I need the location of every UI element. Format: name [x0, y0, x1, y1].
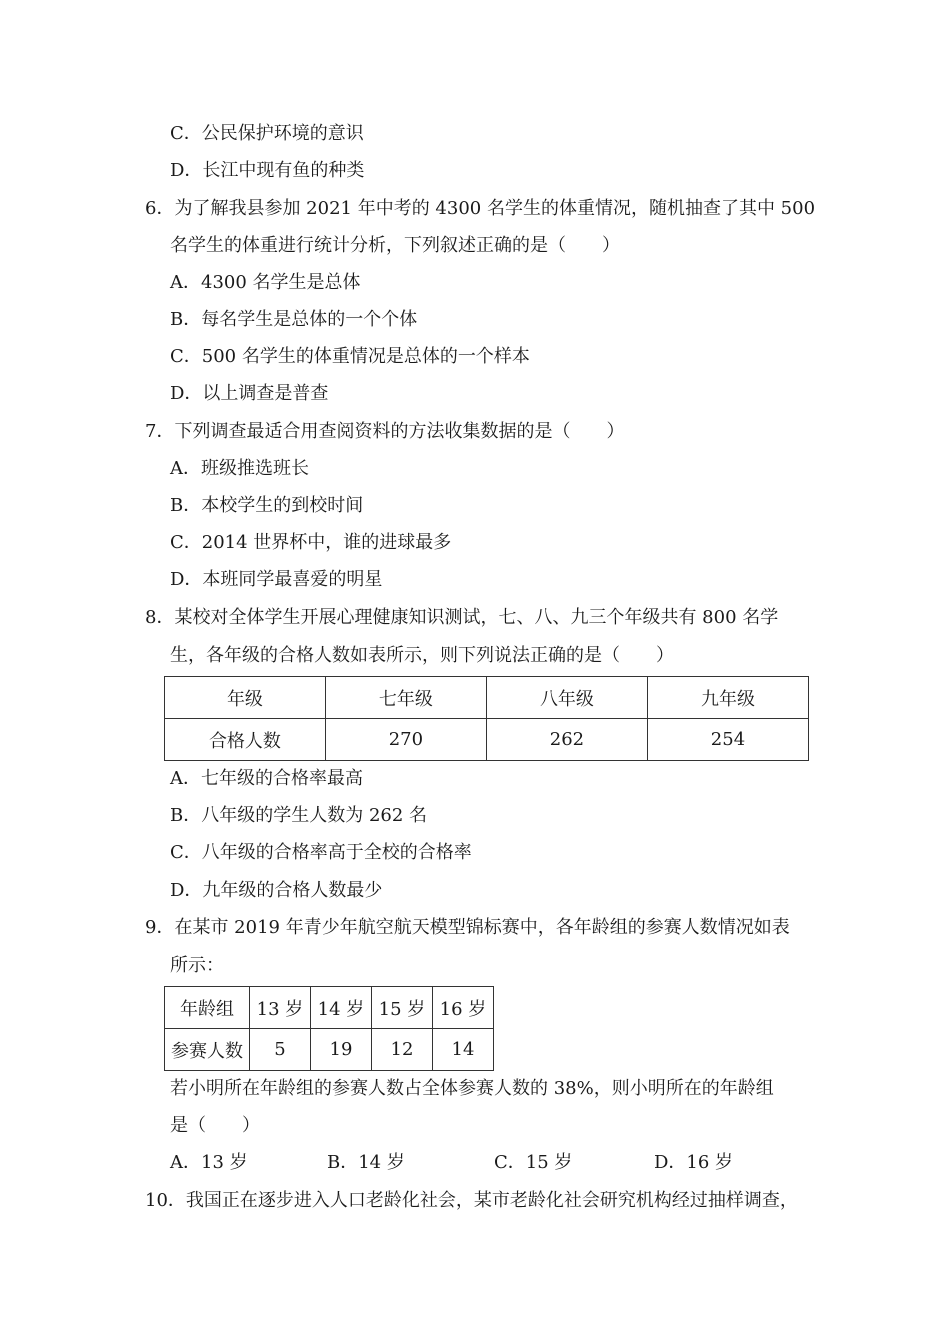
table-header-cell: 14 岁 — [311, 987, 372, 1029]
q9-stem-line2: 所示： — [170, 955, 224, 976]
table-cell: 合格人数 — [165, 719, 326, 761]
table-cell: 14 — [433, 1029, 494, 1071]
q8-table — [164, 676, 809, 761]
table-cell: 参赛人数 — [165, 1029, 250, 1071]
table-cell: 254 — [647, 719, 808, 761]
q9-option-c: C．15 岁 — [494, 1152, 573, 1173]
q7-option-c: C．2014 世界杯中，谁的进球最多 — [170, 532, 452, 553]
table-row — [165, 1029, 494, 1071]
table-header-cell: 年级 — [165, 677, 326, 719]
table-cell: 19 — [311, 1029, 372, 1071]
q5-option-d: D．长江中现有鱼的种类 — [170, 160, 365, 181]
q7-option-b: B．本校学生的到校时间 — [170, 495, 364, 516]
q6-stem-line1: 6．为了解我县参加 2021 年中考的 4300 名学生的体重情况，随机抽查了其中 500 — [145, 198, 816, 219]
q8-option-c: C．八年级的合格率高于全校的合格率 — [170, 842, 472, 863]
table-header-cell: 年龄组 — [165, 987, 250, 1029]
table-header-cell: 13 岁 — [250, 987, 311, 1029]
table-header-cell: 七年级 — [325, 677, 486, 719]
q6-option-b: B．每名学生是总体的一个个体 — [170, 309, 418, 330]
q9-stem-line4: 是（ ） — [170, 1115, 260, 1136]
table-row — [165, 987, 494, 1029]
table-cell: 262 — [486, 719, 647, 761]
q6-option-d: D．以上调查是普查 — [170, 383, 329, 404]
q8-stem-line1: 8．某校对全体学生开展心理健康知识测试，七、八、九三个年级共有 800 名学 — [145, 607, 779, 628]
q7-option-a: A．班级推选班长 — [170, 458, 309, 479]
q9-stem-line1: 9．在某市 2019 年青少年航空航天模型锦标赛中，各年龄组的参赛人数情况如表 — [145, 917, 790, 938]
table-cell: 270 — [325, 719, 486, 761]
q6-stem-line2: 名学生的体重进行统计分析，下列叙述正确的是（ ） — [170, 235, 620, 256]
q9-option-b: B．14 岁 — [327, 1152, 405, 1173]
q6-option-a: A．4300 名学生是总体 — [170, 272, 361, 293]
table-cell: 5 — [250, 1029, 311, 1071]
table-row — [165, 719, 809, 761]
q7-stem: 7．下列调查最适合用查阅资料的方法收集数据的是（ ） — [145, 421, 625, 442]
q8-option-a: A．七年级的合格率最高 — [170, 768, 363, 789]
q9-option-d: D．16 岁 — [654, 1152, 734, 1173]
table-header-cell: 八年级 — [486, 677, 647, 719]
q6-option-c: C．500 名学生的体重情况是总体的一个样本 — [170, 346, 530, 367]
q10-stem-line1: 10．我国正在逐步进入人口老龄化社会，某市老龄化社会研究机构经过抽样调查， — [145, 1190, 798, 1211]
q7-option-d: D．本班同学最喜爱的明星 — [170, 569, 383, 590]
table-row — [165, 677, 809, 719]
q8-option-b: B．八年级的学生人数为 262 名 — [170, 805, 428, 826]
q9-stem-line3: 若小明所在年龄组的参赛人数占全体参赛人数的 38%，则小明所在的年龄组 — [170, 1078, 774, 1099]
q5-option-c: C．公民保护环境的意识 — [170, 123, 364, 144]
table-header-cell: 九年级 — [647, 677, 808, 719]
table-header-cell: 15 岁 — [372, 987, 433, 1029]
q9-option-a: A．13 岁 — [170, 1152, 248, 1173]
q8-option-d: D．九年级的合格人数最少 — [170, 880, 383, 901]
q8-stem-line2: 生，各年级的合格人数如表所示，则下列说法正确的是（ ） — [170, 645, 674, 666]
table-cell: 12 — [372, 1029, 433, 1071]
table-header-cell: 16 岁 — [433, 987, 494, 1029]
q9-table — [164, 986, 494, 1071]
